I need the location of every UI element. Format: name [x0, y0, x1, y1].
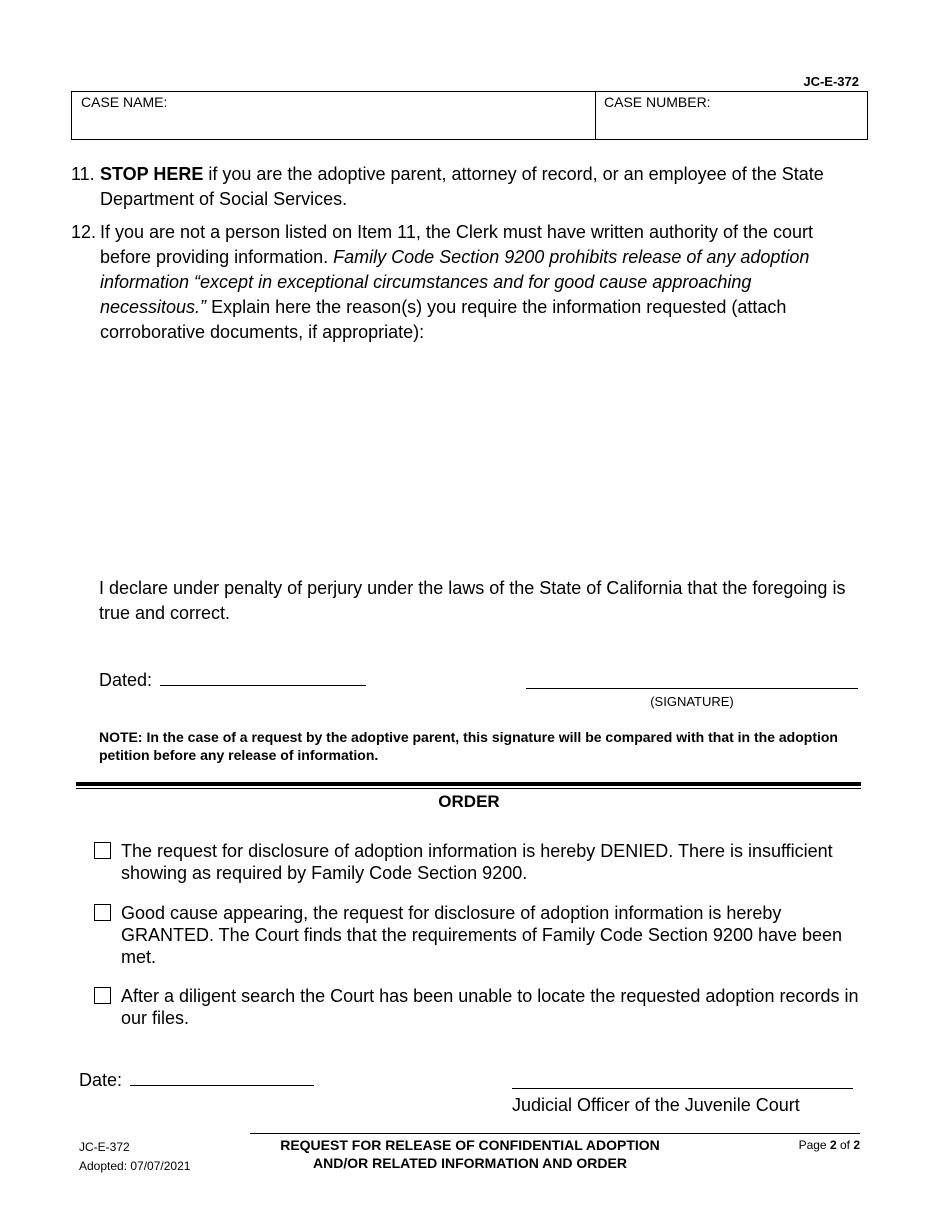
item-12-explain: Explain here the reason(s) you require the information requested (attach corroborative documents, if appropriate):: [100, 297, 787, 342]
dated-label: Dated:: [99, 670, 153, 690]
order-rule-thick: [76, 782, 861, 786]
form-code-header: JC-E-372: [803, 74, 859, 89]
case-number-label: CASE NUMBER:: [604, 94, 711, 110]
order-option-denied: [94, 840, 864, 886]
order-rule-thin: [76, 788, 861, 789]
declaration-text: I declare under penalty of perjury under the laws of the State of California that the foregoing is true and correct.: [99, 578, 846, 623]
denied-text: The request for disclosure of adoption information is hereby DENIED. There is insufficient showing as required by Family Code Section 9200.: [121, 841, 833, 883]
denied-checkbox[interactable]: [94, 842, 111, 859]
item-12-number: 12.: [71, 222, 97, 242]
footer-adopted-date: Adopted: 07/07/2021: [79, 1159, 191, 1173]
footer-rule: [250, 1133, 860, 1134]
item-12-quote: Family Code Section 9200 prohibits release of any adoption information “except in exceptional circumstances and for good cause approaching necessitous.”: [100, 247, 810, 317]
page-total: 2: [853, 1138, 860, 1152]
order-title: ORDER: [438, 792, 500, 811]
footer-title: [240, 1136, 700, 1172]
footer-form-id: JC-E-372: [79, 1140, 130, 1154]
case-info-box: [71, 91, 868, 140]
order-date-row: [79, 1068, 314, 1093]
item-11-number: 11.: [71, 164, 95, 184]
page-mid: of: [836, 1138, 854, 1152]
item-11-text: [100, 162, 861, 212]
dated-row: [99, 668, 366, 693]
order-option-not-found: [94, 985, 864, 1031]
order-date-label: Date:: [79, 1070, 123, 1090]
order-option-granted: [94, 902, 864, 970]
item-12-text: [100, 220, 851, 345]
item-12: [71, 220, 851, 350]
case-name-label: CASE NAME:: [81, 94, 168, 110]
signature-label: (SIGNATURE): [650, 694, 734, 709]
footer-left: [79, 1138, 190, 1176]
judicial-officer-label: Judicial Officer of the Juvenile Court: [512, 1095, 800, 1115]
not-found-checkbox[interactable]: [94, 987, 111, 1004]
order-date-line[interactable]: [130, 1068, 314, 1086]
granted-checkbox[interactable]: [94, 904, 111, 921]
item-11-stop-here: STOP HERE: [100, 164, 204, 184]
footer-page-number: [799, 1138, 860, 1152]
page-prefix: Page: [798, 1138, 830, 1152]
page-current: 2: [829, 1138, 837, 1152]
footer-title-line2: AND/OR RELATED INFORMATION AND ORDER: [313, 1155, 627, 1171]
item-11: [71, 162, 861, 214]
not-found-text: After a diligent search the Court has been unable to locate the requested adoption records in our files.: [121, 986, 859, 1028]
footer-title-line1: REQUEST FOR RELEASE OF CONFIDENTIAL ADOPTION: [280, 1137, 660, 1153]
judicial-signature-line[interactable]: [512, 1088, 853, 1089]
granted-text: Good cause appearing, the request for disclosure of adoption information is hereby GRANTED. The Court finds that the requirements of Family Code Section 9200 have been met.: [121, 903, 843, 967]
case-box-divider: [595, 92, 596, 139]
dated-line[interactable]: [160, 668, 366, 686]
note-text: NOTE: In the case of a request by the adoptive parent, this signature will be compared with that in the adoption petition before any release of information.: [99, 729, 838, 763]
item-12-intro: If you are not a person listed on Item 11, the Clerk must have written authority of the court before providing information.: [100, 222, 814, 267]
signature-line[interactable]: [526, 688, 858, 689]
item-11-body: if you are the adoptive parent, attorney of record, or an employee of the State Department of Social Services.: [100, 164, 824, 209]
